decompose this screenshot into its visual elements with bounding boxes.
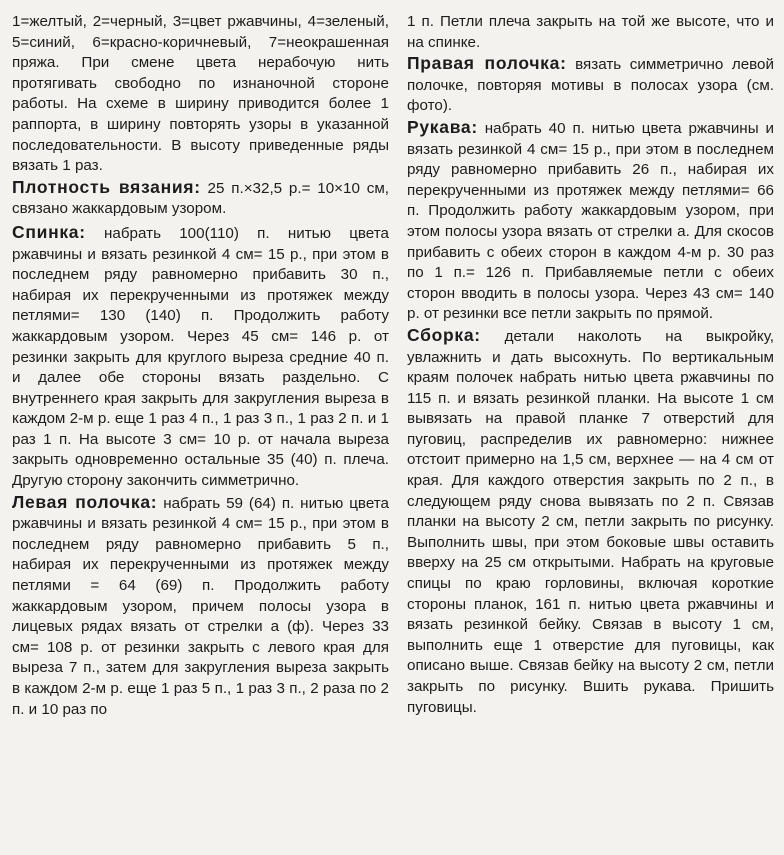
assembly-heading: Сборка: — [407, 324, 481, 345]
assembly-text: детали наколоть на выкройку, увлажнить и дать высохнуть. По вертикальным краям полочек набрать нитью цвета ржавчины по 115 п. и вязать резинкой планки. На высоте 1 см вывязать на правой планке 7 отверстий для пуговиц, распределив их равномерно: нижнее отстоит примерно на 1,5 см, верхнее — на 4 см от края. Для каждого отверстия закрыть по 2 п., в следующем ряду снова вывязать по 2 п. Связав планки на высоту 2 см, петли закрыть по рисунку. Выполнить швы, при этом боковые швы оставить вверху на 25 см открытыми. Набрать на круговые спицы по краю горловины, включая короткие стороны планок, 161 п. нитью цвета ржавчины и вязать резинкой бейку. Связав в высоту 1 см, выполнить еще 1 отверстие для пуговицы, как описано выше. Связав бейку на высоту 2 см, петли закрыть по рисунку. Вшить рукава. Пришить пуговицы. — [407, 327, 774, 716]
right-front-paragraph — [407, 53, 774, 117]
color-legend-text: 1=желтый, 2=черный, 3=цвет ржавчины, 4=зеленый, 5=синий, 6=красно-коричневый, 7=неокрашенная пряжа. При смене цвета нерабочую нить протягивать свободно по изнаночной стороне работы. На схеме в ширину приводится более 1 раппорта, в ширину повторять узоры в указанной последовательности. В высоту приведенные ряды вязать 1 раз. — [12, 13, 389, 175]
color-legend-paragraph — [12, 12, 389, 177]
assembly-paragraph — [407, 325, 774, 718]
sleeves-text: набрать 40 п. нитью цвета ржавчины и вязать резинкой 4 см= 15 р., при этом в последнем ряду равномерно прибавить 26 п., набирая их перекрученными из протяжек между петлями= 66 п. Продолжить работу жаккардовым узором, при этом полосы узора вязать от стрелки а. Для скосов прибавить с обеих сторон в каждом 4-м р. 30 раз по 1 п.= 126 п. Прибавляемые петли с обеих сторон вводить в полосы узора. Через 43 см= 140 р. от резинки все петли закрыть по прямой. — [407, 119, 774, 323]
continuation-paragraph — [407, 12, 774, 53]
density-heading: Плотность вязания: — [12, 176, 201, 197]
right-column — [407, 12, 774, 855]
continuation-text: 1 п. Петли плеча закрыть на той же высоте, что и на спинке. — [407, 13, 774, 51]
left-column — [12, 12, 389, 855]
sleeves-heading: Рукава: — [407, 116, 478, 137]
back-text: набрать 100(110) п. нитью цвета ржавчины и вязать резинкой 4 см= 15 р., при этом в последнем ряду равномерно прибавить 30 п., набирая их перекрученными из протяжек между петлями= 130 (140) п. Продолжить работу жаккардовым узором. Через 45 см= 146 р. от резинки закрыть для круглого выреза средние 40 п. и далее обе стороны вязать раздельно. С внутреннего края закрыть для закругления выреза в каждом 2-м р. еще 1 раз 4 п., 1 раз 3 п., 1 раз 2 п. и 1 раз 1 п. На высоте 3 см= 10 р. от начала выреза закрыть одновременно остальные 35 (40) п. плеча. Другую сторону закончить симметрично. — [12, 224, 389, 490]
left-front-text: набрать 59 (64) п. нитью цвета ржавчины и вязать резинкой 4 см= 15 р., при этом в последнем ряду равномерно прибавить 5 п., набирая их перекрученными из протяжек между петлями = 64 (69) п. Продолжить работу жаккардовым узором, причем полосы узора в лицевых рядах вязать от стрелки а (ф). Через 33 см= 108 р. от резинки закрыть с левого края для выреза 7 п., затем для закругления выреза закрыть в каждом 2-м р. еще 1 раз 5 п., 1 раз 3 п., 2 раза по 2 п. и 10 раз по — [12, 494, 389, 718]
right-front-text: вязать симметрично левой полочке, повторяя мотивы в полосах узора (см. фото). — [407, 56, 774, 115]
left-front-heading: Левая полочка: — [12, 491, 158, 512]
back-paragraph — [12, 222, 389, 492]
density-text: 25 п.×32,5 р.= 10×10 см, связано жаккардовым узором. — [12, 179, 389, 218]
sleeves-paragraph — [407, 117, 774, 325]
right-front-heading: Правая полочка: — [407, 53, 567, 74]
left-front-paragraph — [12, 492, 389, 721]
back-heading: Спинка: — [12, 221, 86, 242]
density-paragraph — [12, 177, 389, 220]
